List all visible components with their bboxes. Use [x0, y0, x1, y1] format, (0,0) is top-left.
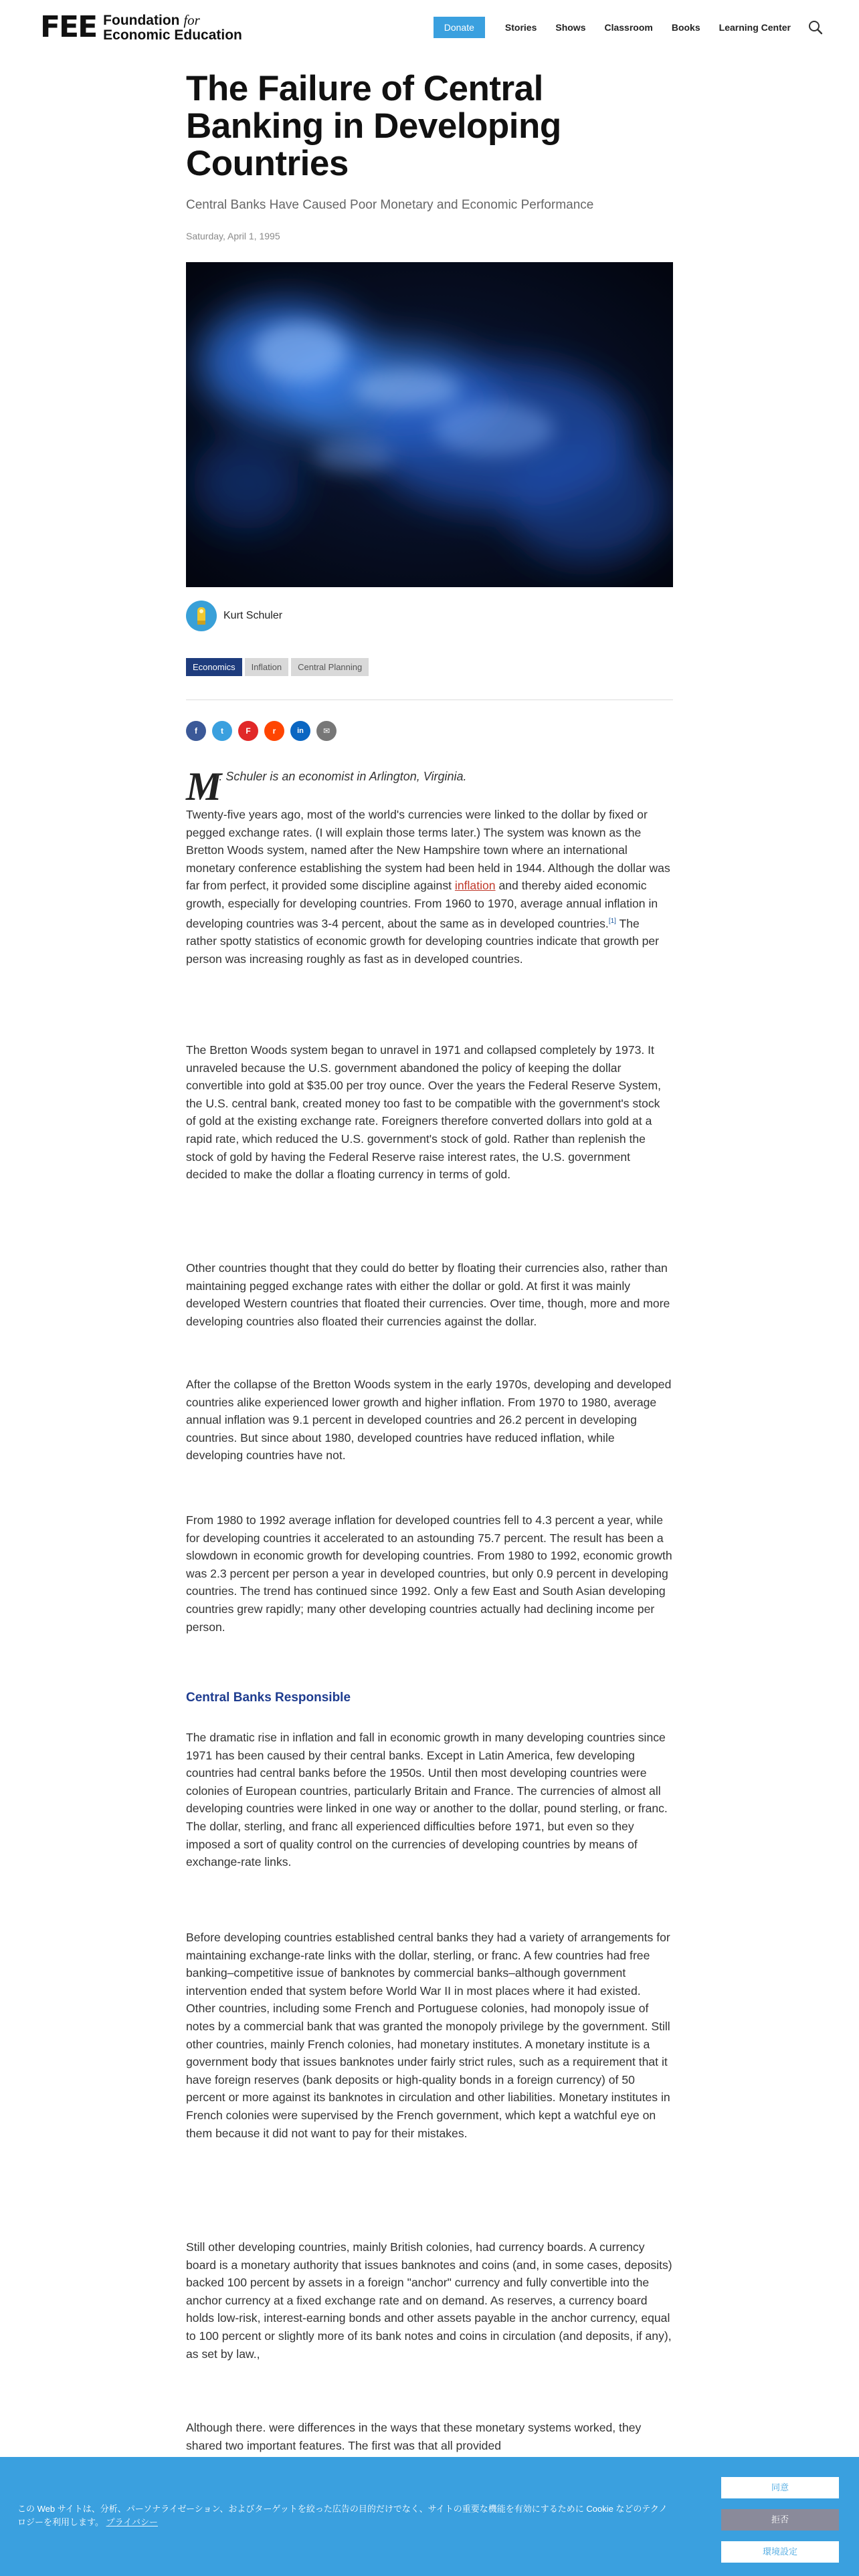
- twitter-icon[interactable]: t: [212, 721, 232, 741]
- linkedin-icon[interactable]: in: [290, 721, 310, 741]
- article-subtitle: Central Banks Have Caused Poor Monetary and Economic Performance: [186, 198, 594, 212]
- article-title: The Failure of Central Banking in Developing Countries: [186, 69, 561, 183]
- article-date: Saturday, April 1, 1995: [186, 231, 280, 241]
- drop-cap: M: [186, 764, 222, 809]
- tag-list: [186, 658, 673, 676]
- intro-line: [186, 764, 673, 809]
- nav-books[interactable]: Books: [671, 22, 700, 33]
- paragraph-5: From 1980 to 1992 average inflation for developed countries fell to 4.3 percent a year, while for developing countries it accelerated to an astounding 75.7 percent. The result has been a slowdown in economic growth for developing countries. From 1980 to 1992, economic growth was 2.3 percent per person a year in developed countries, but only 0.9 percent in developing countries. The trend has continued since 1992. Only a few East and South Asian developing countries grew rapidly; many other developing countries actually had declining income per person.: [186, 1513, 672, 1634]
- donate-button[interactable]: Donate: [434, 17, 485, 38]
- footnote-link[interactable]: [1]: [608, 917, 616, 925]
- paragraph-3: Other countries thought that they could do better by floating their currencies also, rather than maintaining pegged exchange rates with either the dollar or gold. At first it was mainly developed Western countries that floated their currencies. Over time, though, more and more developing countries also floated their currencies against the dollar.: [186, 1261, 670, 1328]
- author-byline[interactable]: [186, 599, 673, 633]
- author-note: r. Schuler is an economist in Arlington, Virginia.: [215, 770, 467, 783]
- nav-shows[interactable]: Shows: [555, 22, 586, 33]
- cookie-accept-button[interactable]: 同意: [721, 2477, 839, 2498]
- author-name[interactable]: Kurt Schuler: [223, 610, 283, 621]
- inflation-link[interactable]: inflation: [454, 879, 496, 893]
- paragraph-4: After the collapse of the Bretton Woods system in the early 1970s, developing and developed countries alike experienced lower growth and higher inflation. From 1970 to 1980, average annual inflation was 9.1 percent in developed countries and 26.2 percent in developing countries. But since about 1980, developed countries have reduced inflation, while developing countries have not.: [186, 1378, 672, 1463]
- paragraph-7: Before developing countries established central banks they had a variety of arrangements for maintaining exchange-rate links with the dollar, sterling, or franc. A few countries had free banking–competitive issue of banknotes by commercial banks–although government intervention ended that system before World War II in most places where it had existed. Other countries, including some French and Portuguese colonies, had monopoly issue of notes by a commercial bank that was granted the monopoly privilege by the government. Still other countries, mainly French colonies, had monetary institutes. A monetary institute is a government body that issues banknotes under fairly strict rules, such as a requirement that it have foreign reserves (bank deposits or high-quality bonds in a foreign currency) of 50 percent or more against its banknotes in circulation and other liabilities. Monetary institutes in French colonies were supervised by the French government, which kept a watchful eye on them because it did not want to pay for their mistakes.: [186, 1931, 670, 2140]
- logo-text: [103, 13, 242, 43]
- tag-central-planning[interactable]: Central Planning: [291, 658, 369, 676]
- search-icon[interactable]: [805, 17, 826, 38]
- paragraph-1-text-end: The rather spotty statistics of economic growth for developing countries indicate that growth per person was increasing roughly as fast as in developed countries.: [186, 916, 660, 966]
- privacy-link[interactable]: プライバシー: [106, 2517, 158, 2527]
- section-heading: Central Banks Responsible: [186, 1691, 351, 1705]
- logo-line2: Economic Education: [103, 27, 242, 43]
- tag-economics[interactable]: Economics: [186, 658, 242, 676]
- flipboard-icon[interactable]: F: [238, 721, 258, 741]
- author-avatar[interactable]: [186, 601, 217, 631]
- logo-mark: FEE: [40, 10, 97, 44]
- logo-line1: Foundation: [103, 12, 180, 28]
- site-header: [0, 0, 859, 53]
- paragraph-1-text: Twenty-five years ago, most of the world's currencies were linked to the dollar by fixed or pegged exchange rates. (I will explain those terms later.) The system was known as the Bretton Woods system, named after the New Hampshire town where an international monetary conference establishing the system had been held in 1944. Although the dollar was far from perfect, it provided some discipline against: [186, 808, 670, 893]
- email-icon[interactable]: ✉: [316, 721, 337, 741]
- cookie-text: [17, 2502, 673, 2529]
- reddit-icon[interactable]: r: [264, 721, 284, 741]
- tag-inflation[interactable]: Inflation: [245, 658, 289, 676]
- paragraph-1-text-cont: and thereby aided economic growth, especially for developing countries. From 1960 to 1970, average annual inflation in developing countries was 3-4 percent, about the same as in developed countries.: [186, 879, 658, 930]
- nav-classroom[interactable]: Classroom: [604, 22, 653, 33]
- facebook-icon[interactable]: f: [186, 721, 206, 741]
- paragraph-6: The dramatic rise in inflation and fall in economic growth in many developing countries since 1971 has been caused by their central banks. Except in Latin America, few developing countries had central banks before the 1950s. Until then most developing countries were colonies of European countries, particularly Britain and France. The currencies of almost all developing countries were linked in one way or another to the dollar, pound sterling, or franc. The dollar, sterling, and franc all experienced difficulties before 1971, but even so they imposed a sort of quality control on the currencies of developing countries by means of exchange-rate links.: [186, 1731, 668, 1869]
- cookie-banner: [0, 2457, 859, 2576]
- logo-for: for: [183, 11, 200, 28]
- cookie-settings-button[interactable]: 環境設定: [721, 2541, 839, 2563]
- cookie-message: この Web サイトは、分析、パーソナライゼーション、およびターゲットを絞った広告の目的だけでなく、サイトの重要な機能を有効にするために Cookie などのテクノロジーを利用します。: [17, 2504, 668, 2527]
- nav-stories[interactable]: Stories: [504, 22, 537, 33]
- paragraph-1: [186, 806, 673, 968]
- fee-logo[interactable]: [40, 12, 242, 43]
- hero-image: [186, 262, 673, 587]
- main-nav: [434, 16, 826, 39]
- paragraph-8: Still other developing countries, mainly British colonies, had currency boards. A currency board is a monetary authority that issues banknotes and coins (and, in some cases, deposits) backed 100 percent by assets in a foreign "anchor" currency and fully convertible into the anchor currency at a fixed exchange rate and on demand. As reserves, a currency board holds low-risk, interest-earning bonds and other assets payable in the anchor currency, equal to 100 percent or slightly more of its bank notes and coins in circulation (and deposits, if any), as set by law.,: [186, 2240, 672, 2361]
- paragraph-9: Although there. were differences in the ways that these monetary systems worked, they shared two important features. The first was that all provided: [186, 2421, 642, 2452]
- nav-learning-center[interactable]: Learning Center: [719, 22, 791, 33]
- share-bar: [186, 721, 673, 741]
- cookie-reject-button[interactable]: 拒否: [721, 2509, 839, 2531]
- paragraph-2: The Bretton Woods system began to unravel in 1971 and collapsed completely by 1973. It unraveled because the U.S. government abandoned the policy of keeping the dollar convertible into gold at $35.00 per troy ounce. Over the years the Federal Reserve System, the U.S. central bank, created money too fast to be compatible with the government's stock of gold at the existing exchange rate. Foreigners therefore converted dollars into gold at a rapid rate, which reduced the U.S. government's stock of gold. Rather than replenish the stock of gold by having the Federal Reserve raise interest rates, the U.S. government decided to make the dollar a floating currency in terms of gold.: [186, 1043, 661, 1182]
